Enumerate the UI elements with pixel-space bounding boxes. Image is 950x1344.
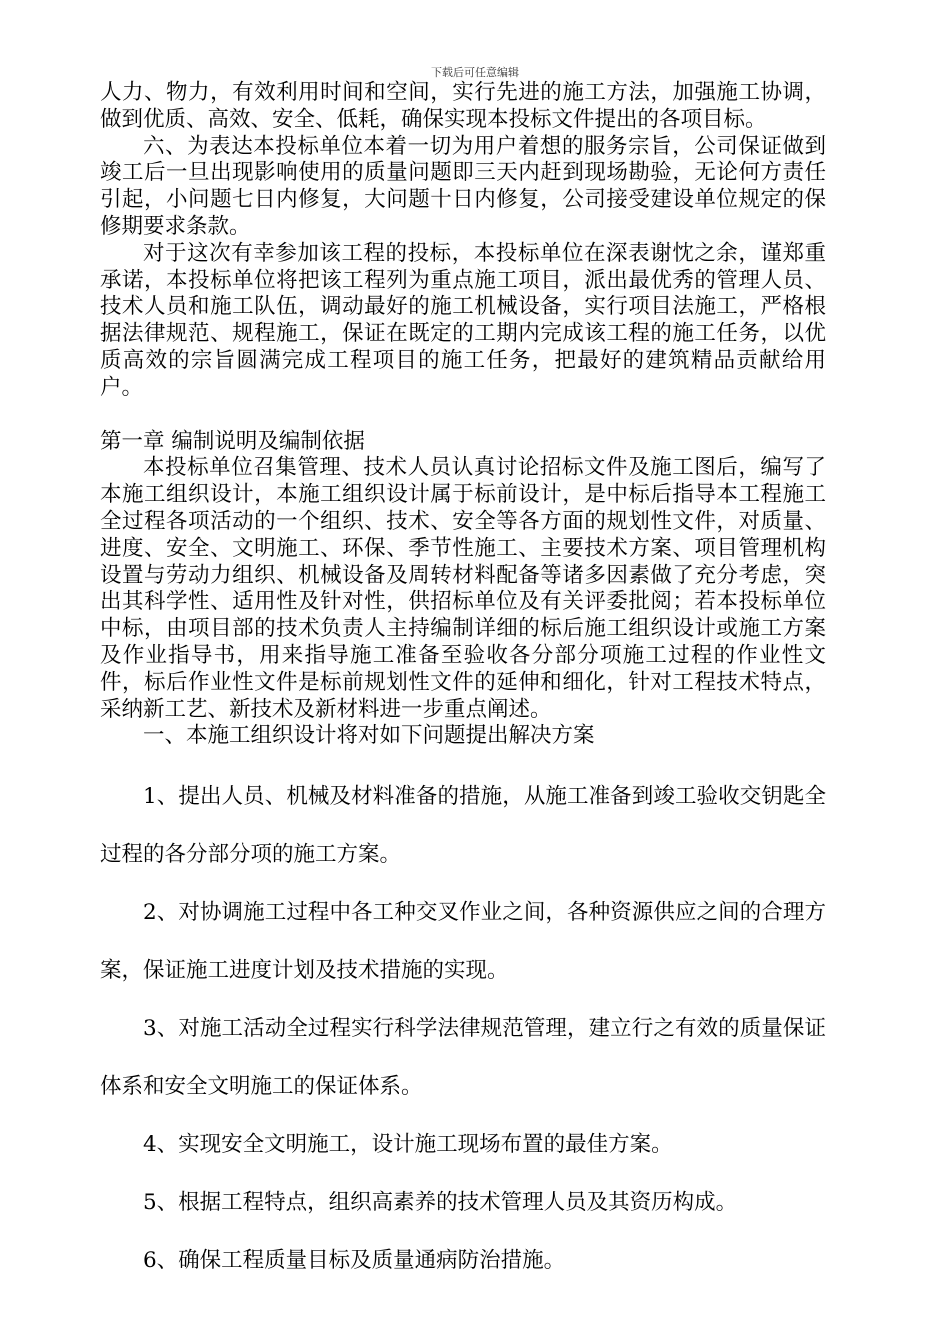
intro-paragraph-warranty: 六、为表达本投标单位本着一切为用户着想的服务宗旨，公司保证做到竣工后一旦出现影响使用的质量问题即三天内赶到现场勘验，无论何方责任引起，小问题七日内修复，大问题十日内修复，公司接受建设单位规定的保修期要求条款。 bbox=[100, 133, 826, 239]
list-item: 6、确保工程质量目标及质量通病防治措施。 bbox=[143, 1248, 566, 1274]
list-item: 2、对协调施工过程中各工种交叉作业之间，各种资源供应之间的合理方案，保证施工进度计划及技术措施的实现。 bbox=[100, 900, 826, 984]
list-item: 3、对施工活动全过程实行科学法律规范管理，建立行之有效的质量保证体系和安全文明施工的保证体系。 bbox=[100, 1016, 826, 1100]
page-header-note: 下载后可任意编辑 bbox=[431, 66, 519, 79]
spacer bbox=[100, 402, 826, 429]
chapter-paragraph: 本投标单位召集管理、技术人员认真讨论招标文件及施工图后，编写了本施工组织设计，本施工组织设计属于标前设计，是中标后指导本工程施工全过程各项活动的一个组织、技术、安全等各方面的规划性文件，对质量、进度、安全、文明施工、环保、季节性施工、主要技术方案、项目管理机构设置与劳动力组织、机械设备及周转材料配备等诸多因素做了充分考虑，突出其科学性、适用性及针对性，供招标单位及有关评委批阅；若本投标单位中标，由项目部的技术负责人主持编制详细的标后施工组织设计或施工方案及作业指导书，用来指导施工准备至验收各分部分项施工过程的作业性文件，标后作业性文件是标前规划性文件的延伸和细化，针对工程技术特点，采纳新工艺、新技术及新材料进一步重点阐述。 bbox=[100, 455, 826, 722]
intro-paragraph-continued: 人力、物力，有效利用时间和空间，实行先进的施工方法，加强施工协调，做到优质、高效、安全、低耗，确保实现本投标文件提出的各项目标。 bbox=[100, 80, 826, 132]
document-body bbox=[100, 80, 826, 1290]
section-heading: 一、本施工组织设计将对如下问题提出解决方案 bbox=[143, 723, 595, 749]
intro-paragraph-commitment: 对于这次有幸参加该工程的投标，本投标单位在深表谢忱之余，谨郑重承诺，本投标单位将把该工程列为重点施工项目，派出最优秀的管理人员、技术人员和施工队伍，调动最好的施工机械设备，实行项目法施工，严格根据法律规范、规程施工，保证在既定的工期内完成该工程的施工任务，以优质高效的宗旨圆满完成工程项目的施工任务，把最好的建筑精品贡献给用户。 bbox=[100, 240, 826, 400]
solution-list bbox=[100, 768, 826, 1290]
intro-section bbox=[100, 80, 826, 402]
chapter-1-section bbox=[100, 429, 826, 751]
chapter-title: 第一章 编制说明及编制依据 bbox=[100, 428, 365, 454]
list-item: 5、根据工程特点，组织高素养的技术管理人员及其资历构成。 bbox=[143, 1190, 738, 1216]
list-item: 4、实现安全文明施工，设计施工现场布置的最佳方案。 bbox=[143, 1132, 673, 1158]
list-item: 1、提出人员、机械及材料准备的措施，从施工准备到竣工验收交钥匙全过程的各分部分项的施工方案。 bbox=[100, 784, 826, 868]
